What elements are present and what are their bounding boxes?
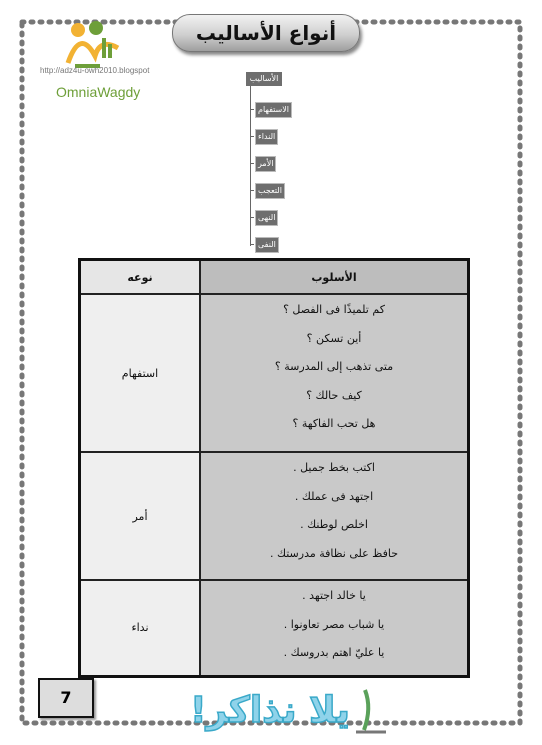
tree-branch (250, 190, 254, 191)
tree-connector (250, 86, 251, 246)
example-text: يا شباب مصر تعاونوا . (283, 617, 385, 631)
table-row (80, 294, 469, 452)
example-text: أين تسكن ؟ (306, 331, 362, 345)
example-text: هل تحب الفاكهة ؟ (292, 417, 376, 430)
examples-cell (200, 294, 469, 452)
tree-item: النهى (255, 210, 278, 226)
example-text: اكتب بخط جميل . (293, 461, 375, 474)
example-text: يا عليّ اهتم بدروسك . (283, 646, 385, 659)
table-header-row (80, 260, 469, 295)
tree-item: الاستفهام (255, 102, 292, 118)
type-cell: نداء (80, 580, 201, 676)
example-text: يا خالد اجتهد . (302, 589, 366, 602)
tree-root: الأساليب (246, 72, 282, 86)
example-text: كم تلميذًا فى الفصل ؟ (283, 303, 385, 316)
examples-cell (200, 580, 469, 676)
example-text: حافظ على نظافة مدرستك . (269, 546, 399, 560)
tree-branch (250, 217, 254, 218)
tree-branch (250, 244, 254, 245)
table-row (80, 452, 469, 580)
example-text: كيف حالك ؟ (306, 388, 362, 402)
tree-branch (250, 109, 254, 110)
blog-url: http://adz4u-owh2010.blogspot (40, 66, 150, 75)
example-text: اخلص لوطنك . (300, 518, 368, 531)
tree-branch (250, 163, 254, 164)
page-title: أنواع الأساليب (172, 14, 360, 52)
footer-slogan-logo (150, 680, 410, 738)
tree-item: الأمر (255, 156, 276, 172)
brand-name: OmniaWagdy (56, 84, 141, 100)
column-header-type: نوعه (80, 260, 201, 295)
table-row (80, 580, 469, 676)
column-header-style: الأسلوب (200, 260, 469, 295)
tree-branch (250, 136, 254, 137)
svg-text:يلا نذاكر!: يلا نذاكر! (190, 690, 350, 731)
type-cell: استفهام (80, 294, 201, 452)
tree-item: النفى (255, 237, 279, 253)
example-text: متى تذهب إلى المدرسة ؟ (274, 360, 394, 373)
page-number: 7 (38, 678, 94, 718)
tree-item: التعجب (255, 183, 285, 199)
type-cell: أمر (80, 452, 201, 580)
styles-table (78, 258, 470, 678)
example-text: اجتهد فى عملك . (294, 489, 374, 503)
examples-cell (200, 452, 469, 580)
tree-item: النداء (255, 129, 278, 145)
